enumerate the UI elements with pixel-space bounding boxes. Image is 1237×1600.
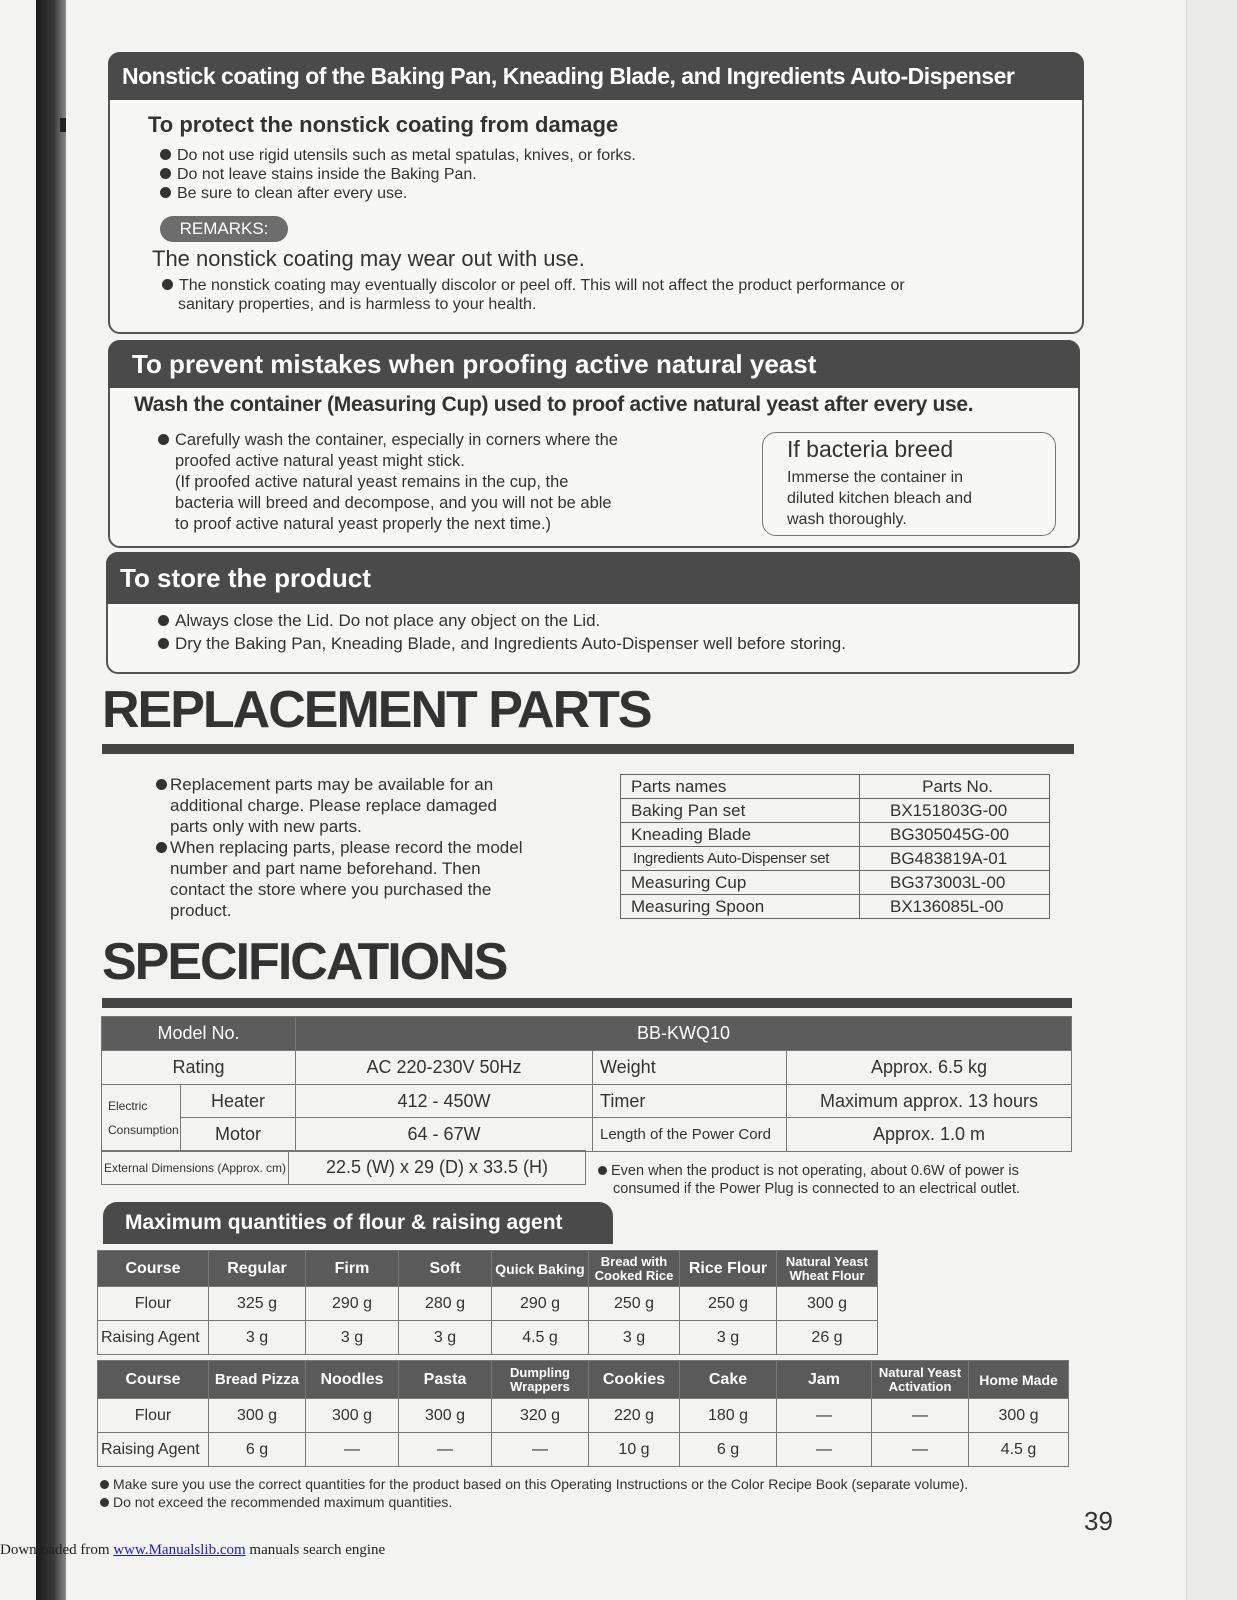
spec-row: Electric Consumption Heater 412 - 450W Timer Maximum approx. 13 hours bbox=[102, 1085, 1072, 1118]
specifications-title: SPECIFICATIONS bbox=[102, 933, 507, 991]
bullet-dot-icon bbox=[156, 779, 167, 790]
store-bullet: Always close the Lid. Do not place any object on the Lid. bbox=[158, 611, 600, 630]
store-header-text: To store the product bbox=[120, 562, 371, 593]
bullet-dot-icon bbox=[160, 149, 171, 160]
specifications-rule bbox=[102, 998, 1072, 1008]
bullet-dot-icon bbox=[160, 187, 171, 198]
yeast-header-text: To prevent mistakes when proofing active natural yeast bbox=[132, 348, 817, 379]
download-attribution: Downloaded from www.Manualslib.com manuals search engine bbox=[0, 1542, 386, 1558]
table-row: Measuring Cup BG373003L-00 bbox=[621, 871, 1050, 895]
store-header bbox=[106, 552, 1080, 604]
replacement-bullets: Replacement parts may be available for an additional charge. Please replace damaged parts only with new parts. When replacing parts, please record the model number and part name beforehand. Then contact the store where you purchased the product. bbox=[156, 774, 522, 921]
remarks-badge: REMARKS: bbox=[160, 216, 288, 242]
bullet-dot-icon bbox=[100, 1480, 109, 1489]
bullet-dot-icon bbox=[598, 1166, 607, 1175]
bullet-dot-icon bbox=[100, 1498, 109, 1507]
remark-text-2: sanitary properties, and is harmless to your health. bbox=[178, 296, 537, 313]
table-row: Baking Pan set BX151803G-00 bbox=[621, 799, 1050, 823]
parts-header-row bbox=[621, 775, 1050, 799]
spec-row: Rating AC 220-230V 50Hz Weight Approx. 6.5 kg bbox=[102, 1051, 1072, 1085]
binding-mark bbox=[60, 118, 66, 132]
yeast-subhead: Wash the container (Measuring Cup) used to proof active natural yeast after every use. bbox=[134, 393, 974, 416]
remark-title: The nonstick coating may wear out with use. bbox=[152, 246, 585, 271]
bacteria-note-text: Immerse the container in diluted kitchen bleach and wash thoroughly. bbox=[787, 469, 973, 528]
table-row: Raising Agent 6 g — — — 10 g 6 g — — 4.5 g bbox=[98, 1433, 1069, 1467]
quantities-title: Maximum quantities of flour & raising agent bbox=[103, 1202, 613, 1244]
remark-text: The nonstick coating may eventually discolor or peel off. This will not affect the product performance or bbox=[162, 276, 905, 295]
spec-row: Motor 64 - 67W Length of the Power Cord Approx. 1.0 m bbox=[102, 1118, 1072, 1152]
table-row: Kneading Blade BG305045G-00 bbox=[621, 823, 1050, 847]
bullet-dot-icon bbox=[162, 279, 173, 290]
electric-consumption-label: Electric Consumption bbox=[102, 1085, 181, 1152]
spec-row: External Dimensions (Approx. cm) 22.5 (W) x 29 (D) x 33.5 (H) bbox=[102, 1151, 586, 1185]
nonstick-header-text: Nonstick coating of the Baking Pan, Kneading Blade, and Ingredients Auto-Dispenser bbox=[122, 62, 1015, 89]
quantity-note: Make sure you use the correct quantities for the product based on this Operating Instructions or the Color Recipe Book (separate volume). bbox=[100, 1476, 968, 1492]
page-number: 39 bbox=[1084, 1506, 1113, 1536]
book-spine bbox=[36, 0, 66, 1600]
quantity-note: Do not exceed the recommended maximum quantities. bbox=[100, 1494, 452, 1510]
bullet-dot-icon bbox=[156, 842, 167, 853]
parts-col-no: Parts No. bbox=[860, 775, 1050, 799]
bullet-dot-icon bbox=[158, 434, 169, 445]
table-row: Measuring Spoon BX136085L-00 bbox=[621, 895, 1050, 919]
yeast-text: Carefully wash the container, especially in corners where the proofed active natural yeast might stick. (If proofed active natural yeast remains in the cup, the bacteria will breed and decompose, and you will not be able to proof active natural yeast properly the next time.) bbox=[158, 430, 618, 535]
spec-model-row bbox=[102, 1017, 1072, 1051]
store-bullet: Dry the Baking Pan, Kneading Blade, and Ingredients Auto-Dispenser well before storing. bbox=[158, 634, 846, 653]
table-row: Raising Agent 3 g 3 g 3 g 4.5 g 3 g 3 g 26 g bbox=[98, 1321, 878, 1355]
nonstick-subhead: To protect the nonstick coating from damage bbox=[148, 112, 619, 137]
bullet-dot-icon bbox=[158, 615, 169, 626]
quantities-table-2 bbox=[97, 1360, 1069, 1467]
nonstick-bullet: Be sure to clean after every use. bbox=[160, 184, 407, 203]
model-value: BB-KWQ10 bbox=[296, 1017, 1072, 1051]
bacteria-note-title: If bacteria breed bbox=[787, 436, 954, 462]
nonstick-bullet: Do not use rigid utensils such as metal spatulas, knives, or forks. bbox=[160, 146, 636, 165]
parts-table bbox=[620, 774, 1050, 919]
replacement-title: REPLACEMENT PARTS bbox=[102, 681, 651, 739]
model-label: Model No. bbox=[102, 1017, 296, 1051]
spec-table-main bbox=[101, 1016, 1072, 1152]
replacement-rule bbox=[102, 744, 1074, 754]
table-row: Flour 300 g 300 g 300 g 320 g 220 g 180 g — — 300 g bbox=[98, 1399, 1069, 1433]
quantities-table-1 bbox=[97, 1250, 878, 1355]
nonstick-bullet: Do not leave stains inside the Baking Pan. bbox=[160, 165, 477, 184]
nonstick-header bbox=[108, 52, 1084, 100]
spec-table-dims bbox=[101, 1150, 586, 1185]
table-row: Flour 325 g 290 g 280 g 290 g 250 g 250 g 300 g bbox=[98, 1287, 878, 1321]
bullet-dot-icon bbox=[158, 638, 169, 649]
bullet-dot-icon bbox=[160, 168, 171, 179]
parts-col-names: Parts names bbox=[621, 775, 860, 799]
table-row: Ingredients Auto-Dispenser set BG483819A-01 bbox=[621, 847, 1050, 871]
page-edge bbox=[1186, 0, 1237, 1600]
table-header-row: Course Regular Firm Soft Quick Baking Bread with Cooked Rice Rice Flour Natural Yeast Wheat Flour bbox=[98, 1251, 878, 1287]
table-header-row: Course Bread Pizza Noodles Pasta Dumpling Wrappers Cookies Cake Jam Natural Yeast Activation Home Made bbox=[98, 1361, 1069, 1399]
power-note: Even when the product is not operating, about 0.6W of power is consumed if the Power Plug is connected to an electrical outlet. bbox=[598, 1162, 1020, 1198]
bacteria-note bbox=[762, 432, 1056, 536]
manualslib-link[interactable]: www.Manualslib.com bbox=[113, 1542, 246, 1558]
yeast-header bbox=[108, 340, 1080, 388]
